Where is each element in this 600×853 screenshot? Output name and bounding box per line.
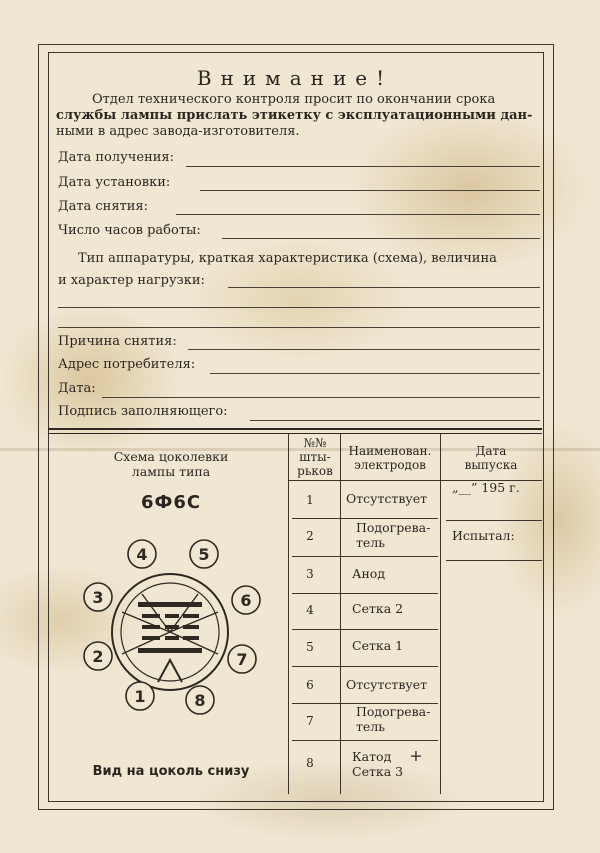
field-signature-label: Подпись заполняющего: [58, 404, 228, 419]
pin-number-2: 2 [306, 529, 314, 543]
pin-name-2-l2: тель [356, 535, 386, 550]
field-hours-label: Число часов работы: [58, 223, 201, 238]
row-sep-1 [292, 518, 438, 519]
pin-name-4: Сетка 2 [352, 601, 404, 616]
apparatus-line-2: и характер нагрузки: [58, 273, 205, 288]
field-installed-label: Дата установки: [58, 175, 171, 190]
pin-name-2-l1: Подогрева- [356, 520, 431, 535]
pin-label-1: 1 [134, 687, 146, 706]
date-sep-1 [446, 520, 542, 521]
tube-base-diagram [70, 532, 270, 732]
pin-number-8: 8 [306, 756, 314, 770]
pin-number-6: 6 [306, 678, 314, 692]
schema-title [60, 449, 282, 479]
field-installed-line[interactable] [200, 190, 540, 191]
pin-number-4: 4 [306, 603, 314, 617]
head-name-l1: Наименован. [348, 444, 432, 458]
release-date-value[interactable] [446, 480, 542, 495]
head-release-date [440, 444, 542, 472]
pin-name-6: Отсутствует [346, 677, 428, 692]
head-num-l1: №№ [303, 436, 327, 450]
head-num-l2: шты- [299, 450, 331, 464]
field-reason-line[interactable] [188, 349, 540, 350]
field-address-label: Адрес потребителя: [58, 357, 196, 372]
section-separator-thick [48, 428, 542, 430]
pin-name-2 [356, 520, 456, 550]
pin-label-8: 8 [194, 691, 206, 710]
table-col-line-1 [288, 434, 289, 794]
head-date-l2: выпуска [464, 458, 518, 472]
pin-label-2: 2 [92, 647, 104, 666]
pin-number-5: 5 [306, 640, 314, 654]
field-date-label: Дата: [58, 381, 96, 396]
head-electrode-names [340, 444, 440, 472]
pin-name-7-text: Подогрева-тель [356, 704, 431, 734]
pin-name-8-l2: Сетка 3 [352, 764, 404, 779]
row-sep-7 [292, 740, 438, 741]
apparatus-line-a[interactable] [228, 287, 540, 288]
pin-number-7: 7 [306, 714, 314, 728]
pin-label-4: 4 [136, 545, 148, 564]
field-address-line[interactable] [210, 373, 540, 374]
pin-name-8-cathode: Катод [352, 749, 392, 764]
intro-line-1: Отдел технического контроля просит по окончании срока [92, 92, 496, 107]
intro-text [56, 92, 540, 140]
pin-number-3: 3 [306, 567, 314, 581]
field-received-line[interactable] [186, 166, 540, 167]
electrode-symbol [138, 602, 202, 653]
field-removed-label: Дата снятия: [58, 199, 148, 214]
row-sep-4 [292, 629, 438, 630]
field-received-label: Дата получения: [58, 150, 174, 165]
apparatus-text [58, 248, 544, 292]
pin-number-1: 1 [306, 493, 314, 507]
field-hours-line[interactable] [222, 238, 540, 239]
pin-label-3: 3 [92, 588, 104, 607]
pin-name-8 [352, 748, 452, 779]
field-date-line[interactable] [102, 397, 540, 398]
pin-label-6: 6 [240, 591, 252, 610]
pin-name-7 [356, 704, 456, 734]
head-num-l3: рьков [297, 464, 333, 478]
apparatus-line-c[interactable] [58, 327, 540, 328]
field-reason-label: Причина снятия: [58, 334, 177, 349]
row-sep-3 [292, 593, 438, 594]
head-name-l2: электродов [354, 458, 426, 472]
attention-title: Внимание! [196, 66, 394, 90]
release-date-text: „__” 195 г. [452, 480, 520, 495]
intro-line-2: службы лампы прислать этикетку с эксплуатационными дан- [56, 108, 533, 123]
field-removed-line[interactable] [176, 214, 540, 215]
pin-label-7: 7 [236, 650, 248, 669]
row-sep-5 [292, 666, 438, 667]
date-sep-2 [446, 560, 542, 561]
base-key-notch [158, 660, 182, 682]
head-pin-numbers [290, 436, 340, 478]
pin-label-5: 5 [198, 545, 210, 564]
schema-title-l2: лампы типа [131, 464, 211, 479]
intro-line-3: ными в адрес завода-изготовителя. [56, 124, 300, 139]
bottom-view-caption: Вид на цоколь снизу [92, 764, 250, 779]
field-signature-line[interactable] [250, 420, 540, 421]
schema-title-l1: Схема цоколевки [113, 449, 229, 464]
section-separator-thin [48, 433, 542, 434]
tube-type: 6Ф6С [140, 492, 202, 513]
row-sep-2 [292, 556, 438, 557]
apparatus-line-1: Тип аппаратуры, краткая характеристика (схема), величина [78, 251, 497, 266]
head-date-l1: Дата [475, 444, 507, 458]
tested-by-label: Испытал: [452, 528, 515, 543]
pin-name-3: Анод [352, 566, 386, 581]
pin-name-5: Сетка 1 [352, 638, 404, 653]
pin-name-1: Отсутствует [346, 491, 428, 506]
pin-name-8-plus: + [409, 746, 423, 765]
pin-name-8-l1 [352, 748, 452, 764]
apparatus-line-b[interactable] [58, 307, 540, 308]
